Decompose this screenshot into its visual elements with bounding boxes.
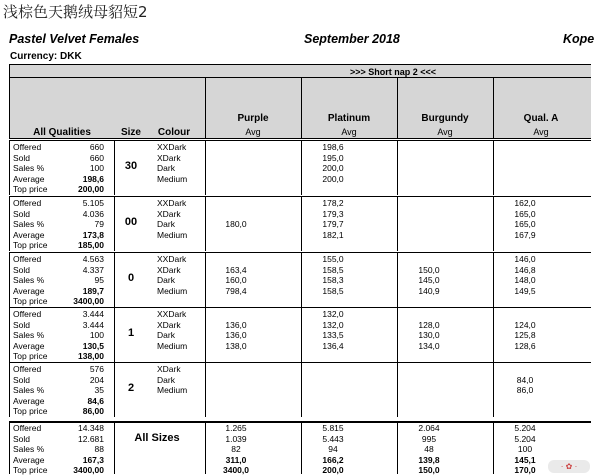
stat-label: Top price [13,465,48,475]
avg-qual-a: 167,9 [514,229,536,240]
stat-label: Average [13,173,45,184]
stat-value: 200,00 [78,184,104,194]
avg-platinum: 136,4 [322,340,344,351]
image-caption: 浅棕色天鹅绒母貂短2 [3,3,148,21]
avg-qual-a: 162,0 [514,198,536,208]
column-divider [397,197,398,251]
stat-value: 100 [89,163,104,173]
stat-value: 5.105 [82,198,104,208]
stat-label: Average [13,395,45,406]
avg-platinum: 179,3 [322,208,344,219]
avg-purple: Avg [245,127,261,137]
total-burgundy: 150,0 [418,465,440,475]
avg-purple: 798,4 [225,285,247,296]
stat-value: 130,5 [82,340,104,351]
col-qual-a: Qual. A [523,113,559,124]
avg-platinum: 179,7 [322,219,344,229]
report-city: Kope [563,32,594,46]
stat-label: Average [13,285,45,296]
all-sizes-label: All Sizes [134,432,180,444]
total-platinum: 5.815 [322,423,344,433]
avg-burgundy: 130,0 [418,330,440,340]
stat-label: Top price [13,184,48,194]
stat-value: 167,3 [82,454,104,465]
column-divider [205,363,206,417]
stat-label: Offered [13,364,42,374]
avg-qual-a: 124,0 [514,319,536,330]
col-colour: Colour [157,127,191,138]
total-platinum: 94 [328,444,338,454]
avg-qual-a: 146,8 [514,264,536,275]
stat-label: Offered [13,309,42,319]
stat-value: 4.036 [82,208,104,219]
avg-platinum: 178,2 [322,198,344,208]
colour-label: Dark [157,163,175,173]
stat-value: 79 [94,219,104,229]
stat-label: Sales % [13,163,45,173]
total-purple: 311,0 [225,454,247,465]
stat-value: 100 [89,330,104,340]
report-date: September 2018 [304,32,400,46]
colour-label: Medium [157,173,188,184]
total-platinum: 200,0 [322,465,344,475]
stat-value: 3400,00 [73,465,104,475]
col-platinum: Platinum [327,113,371,124]
stat-value: 660 [89,142,104,152]
colour-label: XXDark [157,254,187,264]
avg-platinum: 158,3 [322,275,344,285]
avg-burgundy: 150,0 [418,264,440,275]
colour-label: Medium [157,229,188,240]
avg-burgundy: 134,0 [418,340,440,351]
colour-label: XDark [157,208,181,219]
total-burgundy: 995 [421,433,437,444]
avg-purple: 163,4 [225,264,247,275]
stat-label: Sold [13,374,31,385]
stat-value: 88 [94,444,104,454]
colour-label: XXDark [157,142,187,152]
avg-qual-a: 149,5 [514,285,536,296]
column-divider [493,141,494,195]
stat-label: Sold [13,433,31,444]
colour-label: Medium [157,340,188,351]
colour-label: Dark [157,219,175,229]
avg-platinum: 158,5 [322,264,344,275]
stat-label: Sold [13,152,31,163]
stat-value: 35 [94,385,104,395]
stat-value: 84,6 [87,395,104,406]
stat-value: 86,00 [82,406,104,416]
avg-platinum: 200,0 [322,173,344,184]
colour-label: Dark [157,374,175,385]
avg-purple: 136,0 [225,319,247,330]
avg-qual-a: 148,0 [514,275,536,285]
avg-platinum: 158,5 [322,285,344,296]
stat-label: Offered [13,142,42,152]
column-divider [114,423,115,474]
total-burgundy: 139,8 [418,454,440,465]
avg-qual-a: Avg [533,127,549,137]
stat-label: Sales % [13,385,45,395]
stat-value: 3.444 [82,319,104,330]
stat-value: 3400,00 [73,296,104,306]
col-size: Size [120,127,141,138]
col-burgundy: Burgundy [421,113,469,124]
stat-value: 198,6 [82,173,104,184]
size-value: 00 [124,216,138,228]
stat-label: Sold [13,319,31,330]
col-purple: Purple [237,113,269,124]
total-purple: 82 [231,444,241,454]
total-qual-a: 145,1 [514,454,536,465]
band-title: >>> Short nap 2 <<< [350,67,437,77]
total-burgundy: 48 [424,444,434,454]
colour-label: Dark [157,330,175,340]
avg-burgundy: 145,0 [418,275,440,285]
watermark: · ✿ · [548,460,590,473]
colour-label: XDark [157,152,181,163]
stat-value: 12.681 [78,433,104,444]
stat-value: 95 [94,275,104,285]
col-all-qualities: All Qualities [33,127,91,138]
total-purple: 1.039 [225,433,247,444]
avg-platinum: Avg [341,127,357,137]
stat-value: 4.563 [82,254,104,264]
avg-burgundy: 140,9 [418,285,440,296]
colour-label: XDark [157,264,181,275]
stat-value: 14.348 [78,423,104,433]
stat-value: 185,00 [78,240,104,250]
stat-label: Average [13,229,45,240]
colour-label: XXDark [157,198,187,208]
avg-platinum: 132,0 [322,319,344,330]
column-divider [397,363,398,417]
stat-label: Top price [13,240,48,250]
stat-value: 3.444 [82,309,104,319]
colour-label: XDark [157,364,181,374]
stat-label: Offered [13,254,42,264]
avg-qual-a: 146,0 [514,254,536,264]
stat-value: 660 [89,152,104,163]
avg-purple: 138,0 [225,340,247,351]
colour-label: XXDark [157,309,187,319]
avg-platinum: 198,6 [322,142,344,152]
column-divider [205,141,206,195]
avg-platinum: 155,0 [322,254,344,264]
stat-label: Sales % [13,219,45,229]
stat-label: Average [13,454,45,465]
avg-platinum: 133,5 [322,330,344,340]
total-qual-a: 100 [517,444,533,454]
avg-qual-a: 86,0 [516,385,534,395]
stat-label: Sales % [13,275,45,285]
avg-platinum: 132,0 [322,309,344,319]
stat-label: Sales % [13,444,45,454]
stat-value: 4.337 [82,264,104,275]
size-value: 2 [127,382,135,394]
stat-value: 189,7 [82,285,104,296]
stat-value: 576 [89,364,104,374]
size-value: 30 [124,160,138,172]
colour-label: Dark [157,275,175,285]
total-burgundy: 2.064 [418,423,440,433]
total-platinum: 166,2 [322,454,344,465]
avg-purple: 160,0 [225,275,247,285]
avg-purple: 180,0 [225,219,247,229]
stat-label: Top price [13,406,48,416]
stat-label: Top price [13,296,48,306]
size-value: 1 [127,327,135,339]
stat-value: 173,8 [82,229,104,240]
stat-label: Sold [13,208,31,219]
avg-qual-a: 125,8 [514,330,536,340]
total-qual-a: 5.204 [514,433,536,444]
avg-platinum: 195,0 [322,152,344,163]
avg-qual-a: 165,0 [514,219,536,229]
colour-label: Medium [157,385,188,395]
total-qual-a: 5.204 [514,423,536,433]
avg-qual-a: 128,6 [514,340,536,351]
size-value: 0 [127,272,135,284]
avg-purple: 136,0 [225,330,247,340]
total-qual-a: 170,0 [514,465,536,475]
avg-platinum: 200,0 [322,163,344,173]
avg-qual-a: 165,0 [514,208,536,219]
avg-burgundy: Avg [437,127,453,137]
stat-value: 204 [89,374,104,385]
total-purple: 1.265 [225,423,247,433]
total-platinum: 5.443 [322,433,344,444]
report-title: Pastel Velvet Females [9,32,140,46]
avg-platinum: 182,1 [322,229,344,240]
stat-label: Sold [13,264,31,275]
column-divider [301,363,302,417]
stat-label: Offered [13,198,42,208]
stat-value: 138,00 [78,351,104,361]
stat-label: Sales % [13,330,45,340]
stat-label: Offered [13,423,42,433]
stat-label: Average [13,340,45,351]
avg-qual-a: 84,0 [516,374,534,385]
stat-label: Top price [13,351,48,361]
colour-label: Medium [157,285,188,296]
avg-burgundy: 128,0 [418,319,440,330]
total-purple: 3400,0 [223,465,249,475]
colour-label: XDark [157,319,181,330]
column-divider [397,141,398,195]
currency-label: Currency: DKK [10,51,82,62]
